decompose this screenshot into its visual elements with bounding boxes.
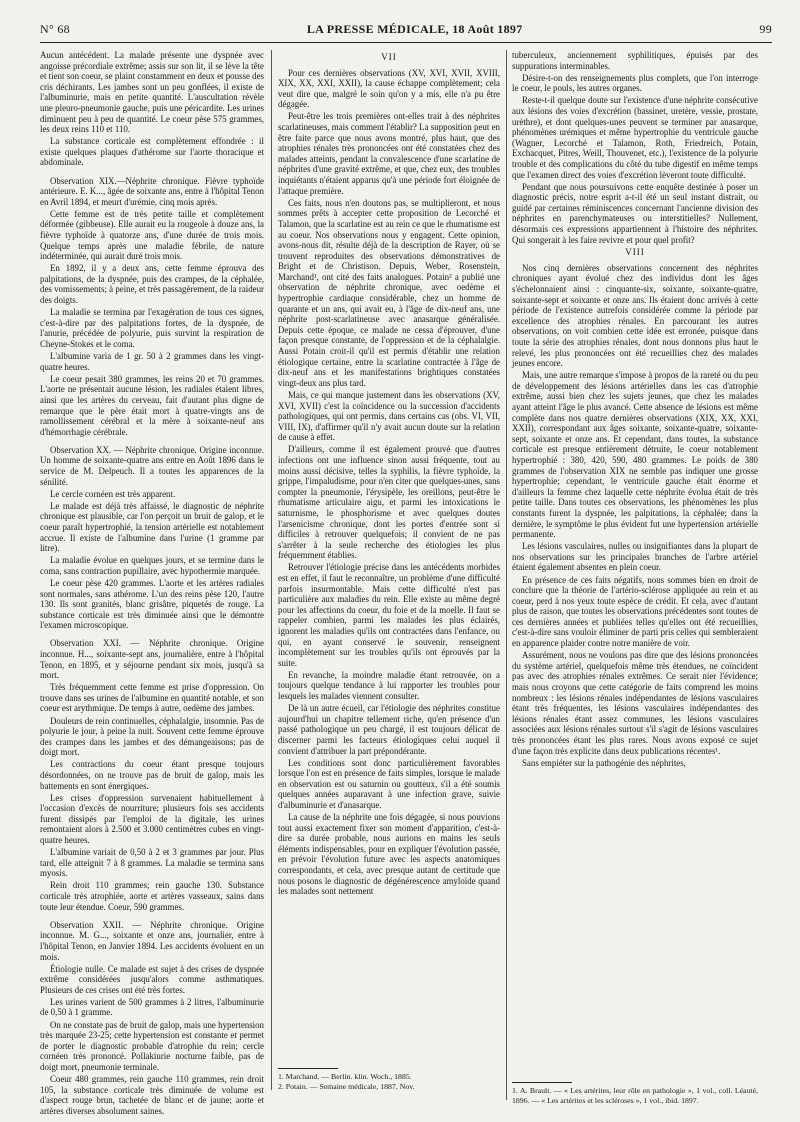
paragraph: Désire-t-on des renseignements plus complets, que l'on interroge le coeur, le pouls, les autres organes. (512, 72, 758, 94)
paragraph: Retrouver l'étiologie précise dans les antécédents morbides est en effet, il faut le reconnaître, un problème d'une difficulté parfois insurmontable. Mais cette difficulté n'est pas particulière aux maladies du rein. Elle existe au même degré pour les affections du coeur, du foie et de la moelle. Il faut se rappeler combien, parmi les malades les plus éclairés, ignorent les maladies qu'ils ont contractées dans l'enfance, ou qui, en ayant conservé le souvenir, renseignent incomplètement sur les troubles qu'ils ont éprouvés par la suite. (278, 562, 500, 668)
column-2 (278, 50, 500, 1058)
column-divider (506, 50, 507, 1100)
paragraph: Mais, ce qui manque justement dans les observations (XV, XVI, XVII) c'est la coïncidence ou la succession d'accidents pathologiques, qui ont permis, dans certains cas (obs. VI, VII, VIII, IX), d'affirmer qu'il n'y avait aucun doute sur la relation de cause à effet. (278, 389, 500, 443)
paragraph: Ces faits, nous n'en doutons pas, se multiplieront, et nous sommes prêts à accepter cette proposition de Lecorché et Talamon, que la scarlatine est au rein ce que le rhumatisme est au coeur. Nos observations nous y engagent. Cette opinion, avons-nous dit, résulte déjà de la description de Rayer, où se trouvent reproduites des observations démonstratives de Bright et de Christison. Depuis, Weber, Rosenstein, Marchand¹, ont cité des faits analogues. Potain² a publié une observation de néphrite chronique, avec oedème et hypertrophie cardiaque considérable, chez un homme de quarante et un ans, qui avait eu, à l'âge de dix-neuf ans, une néphrite post-scarlatineuse avec anasarque généralisée. Depuis cette époque, ce malade ne cessa d'éprouver, d'une façon presque constante, de l'oppression et de la céphalalgie. Aussi Potain croit-il qu'il est permis d'établir une relation étiologique certaine, entre la scarlatine contractée à l'âge de dix-neuf ans et les manifestations brightiques constatées vingt-deux ans plus tard. (278, 197, 500, 388)
paragraph: La substance corticale est complètement effondrée : il existe quelques plaques d'athérome sur l'aorte thoracique et abdominale. (40, 136, 264, 168)
paragraph: Le malade est déjà très affaissé, le diagnostic de néphrite chronique est plausible, car l'on perçoit un bruit de galop, et le coeur paraît hypertrophié, la tension artérielle est notablement accrue. Il existe de l'albumine dans l'urine (1 gramme par litre). (40, 500, 264, 554)
page-number: 99 (759, 22, 772, 36)
paragraph: La maladie évolue en quelques jours, et se termine dans le coma, sans contraction pupillaire, avec hypothermie marquée. (40, 555, 264, 576)
paragraph: Pour ces dernières observations (XV, XVI, XVII, XVIII, XIX, XX, XXI, XXII), la cause échappe complètement; cela veut dire que, malgré le soin qu'on y a mis, elle n'a pu être dégagée. (278, 67, 500, 110)
paragraph: Sans empiéter sur la pathogénie des néphrites, (522, 757, 686, 768)
paragraph: Les urines varient de 500 grammes à 2 litres, l'albuminurie de 0,50 à 1 gramme. (40, 996, 264, 1018)
observation-heading: Observation XXI. — Néphrite chronique. Origine inconnue. H..., soixante-sept ans, journalière, entre à l'hôpital Tenon, en 1895, et y séjourne pendant six mois, jusqu'à sa mort. (40, 638, 264, 681)
paragraph: L'albumine variait de 0,50 à 2 et 3 grammes par jour. Plus tard, elle atteignit 7 à 8 grammes. La maladie se termina sans myosis. (40, 847, 264, 879)
paragraph: Étiologie nulle. Ce malade est sujet à des crises de dyspnée extrême considérées jusqu'alors comme asthmatiques. Plusieurs de ces crises ont été très fortes. (40, 963, 264, 995)
paragraph: Coeur 480 grammes, rein gauche 110 grammes, rein droit 105, la substance corticale très diminuée de volume est d'aspect rouge brun, tachetée de blanc et de jaune; aorte et artères diverses absolument saines. (40, 1074, 264, 1116)
paragraph: Très fréquemment cette femme est prise d'oppression. On trouve dans ses urines de l'albumine en quantité notable, et son coeur est arythmique. De temps à autre, oedème des jambes. (40, 682, 264, 714)
paragraph: Aucun antécédent. La malade présente une dyspnée avec angoisse précordiale extrême; assis sur son lit, il se lève la tête et tient son coeur, se plaint constamment en deux et pousse des cris déchirants. Les jambes sont un peu gonflées, il existe de l'albuminurie, mais en petite quantité. L'auscultation révèle une pleuro-pneumonie gauche, puis une péricardite. Les urines diminuent peu à peu de quantité. Le coeur pèse 575 grammes, les deux reins 110 et 110. (40, 50, 264, 135)
paragraph: D'ailleurs, comme il est également prouvé que d'autres infections ont une influence sinon aussi fréquente, tout au moins aussi décisive, telles la syphilis, la fièvre typhoïde, la grippe, l'impaludisme, pour n'en citer que quelques-unes, sans compter la pneumonie, l'érysipèle, les oreillons, peut-être le rhumatisme articulaire aigu, et parmi les intoxications le saturnisme, le phosphorisme et avec quelques doutes l'arsenicisme chronique, dont les portes d'entrée sont si difficiles à retrouver quelquefois; il convient de ne pas s'arrêter à la seule recherche des étiologies les plus fréquemment établies. (278, 444, 500, 561)
journal-title: LA PRESSE MÉDICALE, 18 Août 1897 (306, 22, 523, 36)
column-divider (271, 50, 272, 1090)
footnote: 2. Potain. — Semaine médicale, 1887, Nov. (278, 1081, 415, 1091)
column-2-footnotes (278, 1062, 500, 1102)
paragraph: Nos cinq dernières observations concernent des néphrites chroniques ayant évolué chez des individus dont les âges s'échelonnaient ainsi : cinquante-six, soixante, soixante-quatre, soixante-sept et soixante et onze ans. Ils étaient donc arrivés à cette période de l'existence autrefois considérée comme la période par excellence des atrophies rénales. En parcourant les autres observations, on voit combien cette idée est erronée, puisque dans toute la série des atrophies rénales, dont nous donnons plus haut le relevé, les plus prononcées ont été recueillies chez des malades jeunes encore. (512, 262, 758, 369)
paragraph: En 1892, il y a deux ans, cette femme éprouva des palpitations, de la dyspnée, puis des crampes, de la céphalée, des vomissements; à peine, et très passagèrement, de la raideur des doigts. (40, 263, 264, 306)
paragraph: Les lésions vasculaires, nulles ou insignifiantes dans la plupart de nos observations sur les principales branches de l'arbre artériel étaient également absentes en plein coeur. (512, 541, 758, 573)
paragraph: En revanche, la moindre maladie étant retrouvée, on a toujours quelque tendance à lui rapporter les troubles pour lesquels les malades viennent consulter. (278, 669, 500, 702)
footnote: 1. A. Brault. — « Les artérites, leur rôle en pathologie », 1 vol., coll. Léauté, 1896. — « Les artérites et les scléroses », 1 vol., ibid. 1897. (512, 1086, 758, 1105)
paragraph: Les conditions sont donc particulièrement favorables lorsque l'on est en présence de faits simples, lorsque le malade en observation est ou saturnin ou goutteux, s'il a été soumis quelques années auparavant à une infection grave, suivie d'albuminurie et d'anasarque. (278, 757, 500, 810)
paragraph: L'albumine varia de 1 gr. 50 à 2 grammes dans les vingt-quatre heures. (40, 351, 264, 372)
section-heading: VIII (625, 247, 645, 258)
paragraph: Douleurs de rein continuelles, céphalalgie, insomnie. Pas de polyurie le jour, à peine la nuit. Souvent cette femme éprouve des crampes dans les jambes et des démangeaisons; pas de doigt mort. (40, 715, 264, 758)
paragraph: Rein droit 110 grammes; rein gauche 130. Substance corticale très atrophiée, aorte et artères vasseaux, sains dans toute leur étendue. Coeur, 590 grammes. (40, 880, 264, 912)
observation-heading: Observation XIX.—Néphrite chronique. Fièvre typhoïde antérieure. E. K..., âgée de soixante ans, entre à l'hôpital Tenon en Avril 1894, et meurt d'urémie, cinq mois après. (40, 175, 264, 207)
paragraph: Mais, une autre remarque s'impose à propos de la rareté ou du peu de développement des lésions artérielles dans les cas d'atrophie extrême, aussi bien chez les sujets jeunes, que chez les malades ayant atteint l'âge le plus avancé. Cette absence de lésions est même complète dans nos quatre dernières observations (XIX, XX, XXI, XXII), correspondant aux âges soixante, soixante-quatre, soixante-sept, soixante et onze ans. Et cependant, dans toutes, la substance corticale est presque entièrement détruite, le coeur notablement hypertrophié : 380, 420, 590, 480 grammes. Le poids de 380 grammes de l'observation XIX ne semble pas indiquer une grosse hypertrophie; cependant, le ventricule gauche était énorme et d'ailleurs la femme chez laquelle cette néphrite évolua était de très petite taille. Dans toutes ces observations, les phénomènes les plus constants furent la dyspnée, les palpitations, la céphalée; dans la dernière, le symptôme le plus évident fut une hypertension artérielle permanente. (512, 370, 758, 540)
paragraph: Assurément, nous ne voulons pas dire que des lésions prononcées du système artériel, quelquefois même très étendues, ne coïncident pas avec des atrophies rénales extrêmes. Ce serait nier l'évidence; mais nous croyons que cette catégorie de faits comprend les moins nombreux : les lésions rénales indépendantes de lésions vasculaires étant très fréquentes, les lésions vasculaires indépendantes des lésions rénales étant assez communes, les lésions vasculaires associées aux lésions rénales surtout s'il s'agit de lésions vasculaires très prononcées étant les plus rares. Nous avons exposé ce sujet d'une façon très explicite dans deux publications récentes¹. (512, 650, 758, 756)
paragraph: La maladie se termina par l'exagération de tous ces signes, c'est-à-dire par des palpitations fortes, de la dyspnée, de l'anurie, précédée de polyurie, puis survint la respiration de Cheyne-Stokes et le coma. (40, 307, 264, 349)
paragraph: Pendant que nous poursuivons cette enquête destinée à poser un diagnostic précis, notre esprit a-t-il été un seul instant distrait, ou guidé par certaines réminiscences concernant l'ancienne division des néphrites en parenchymateuses ou interstitielles? Nullement, désormais ces expressions appartiennent à l'histoire des néphrites. Qui songerait à les faire revivre et pour quel profit? (512, 181, 758, 245)
paragraph: En présence de ces faits négatifs, nous sommes bien en droit de conclure que la théorie de l'artério-sclérose appliquée au rein et au coeur, perd à nos yeux toute espèce de crédit. Et cela, avec d'autant plus de raison, que toutes les observations précédentes sont toutes de ces dernières années et publiées telles qu'elles ont été recueillies, c'est-à-dire sans vouloir éliminer de parti pris celles qui sembleraient en apparence plaider contre notre manière de voir. (512, 574, 758, 649)
footnote-rule (278, 1068, 338, 1069)
paragraph: Cette femme est de très petite taille et complètement déformée (gibbeuse). Elle aurait eu la rougeole à douze ans, la fièvre typhoïde à quatorze ans, d'une durée de trois mois. Quelque temps après une maladie fébrile, de nature indéterminée, qui aurait duré trois mois. (40, 208, 264, 262)
paragraph: La cause de la néphrite une fois dégagée, si nous pouvions tout aussi exactement fixer son moment d'apparition, c'est-à-dire sa durée probable, nous aurions en mains les seuls éléments indispensables, pour en expliquer l'évolution passée, en prévoir l'évolution future avec les aspects anatomiques correspondants, et cela, avec presque autant de certitude que nous posons le diagnostic de dégénérescence amyloïde quand les malades sont nettement (278, 812, 500, 897)
paragraph: Les crises d'oppression survenaient habituellement à l'occasion d'excès de nourriture; plusieurs fois ses accidents furent dissipés par l'emploi de la digitale, les urines remontaient alors à 2.500 et 3.000 centimètres cubes en vingt-quatre heures. (40, 792, 264, 846)
paragraph: On ne constate pas de bruit de galop, mais une hypertension très marquée 23-25; cette hypertension est constante et permet de porter le diagnostic probable d'atrophie du rein; cercle cornéen très prononcé. Pollakiurie nocturne faible, pas de doigt mort, pneumonie terminale. (40, 1019, 264, 1072)
column-3 (512, 50, 758, 1074)
paragraph: tuberculeux, anciennement syphilitiques, épuisés par des suppurations interminables. (512, 50, 758, 71)
running-header (40, 22, 772, 42)
paragraph: Reste-t-il quelque doute sur l'existence d'une néphrite consécutive aux lésions des voies d'excrétion (bassinet, uretère, vessie, prostate, urèthre), et dont quelques-unes peuvent se terminer par anasarque, phénomènes urémiques et même hypertrophie du ventricule gauche (Wagner, Lecorché et Talamon, Roth, Friedreich, Potain, Exchacquet, Pitres, Weill, Thouvenet, etc.), l'existence de la polyurie trouble et des complications du côté du tube digestif en même temps que l'examen direct des voies d'excrétion lèveront toute difficulté. (512, 95, 758, 180)
column-3-footnotes (512, 1076, 758, 1112)
footnote-rule (512, 1082, 572, 1083)
paragraph: Peut-être les trois premières ont-elles trait à des néphrites scarlatineuses, mais comment l'établir? La supposition peut en être faite parce que nous avons montré, plus haut, que des atrophies rénales très prononcées ont été constatées chez des malades atteints, pendant la convalescence d'une scarlatine de néphrites d'une gravité extrême, et que, chez eux, des troubles inquiétants n'étaient apparus qu'à une période fort éloignée de l'attaque première. (278, 111, 500, 196)
issue-number: N° 68 (40, 22, 70, 36)
paragraph: Le cercle cornéen est très apparent. (50, 488, 176, 499)
header-rule (40, 42, 772, 43)
observation-heading: Observation XX. — Néphrite chronique. Origine inconnue. Un homme de soixante-quatre ans entre en Août 1896 dans le service de M. Delpeuch. Il a toutes les apparences de la sénilité. (40, 444, 264, 487)
section-heading: VII (381, 52, 397, 62)
footnote: 1. Marchand. — Berlin. klin. Woch., 1885. (278, 1072, 412, 1081)
column-1 (40, 50, 264, 1116)
paragraph: Le coeur pèse 420 grammes. L'aorte et les artères radiales sont normales, sans athérome. L'un des reins pèse 120, l'autre 130. Ils sont granités, blanc grisâtre, piquetés de rouge. La substance corticale est très diminuée ainsi que le démontre l'examen microscopique. (40, 577, 264, 631)
observation-heading: Observation XXII. — Néphrite chronique. Origine inconnue. M. G..., soixante et onze ans, journalier, entre à l'hôpital Tenon, en Janvier 1894. Les accidents évoluent en un mois. (40, 919, 264, 962)
paragraph: Le coeur pesait 380 grammes, les reins 20 et 70 grammes. L'aorte ne présentait aucune lésion, les radiales étaient libres, ainsi que les artères du cerveau, fait d'autant plus digne de remarque que le père était mort à quatre-vingts ans de ramollissement cérébral et la mère à soixante-neuf ans d'hémorrhagie cérébrale. (40, 373, 264, 437)
paragraph: Les contractions du coeur étant presque toujours désordonnées, on ne trouve pas de bruit de galop, mais les battements en sont énergiques. (40, 759, 264, 791)
paragraph: De là un autre écueil, car l'étiologie des néphrites constitue aujourd'hui un chapitre tellement riche, qu'en présence d'un passé pathologique un peu chargé, il est toujours délicat de discerner parmi les facteurs étiologiques celui auquel il convient d'attribuer la part prépondérante. (278, 703, 500, 756)
